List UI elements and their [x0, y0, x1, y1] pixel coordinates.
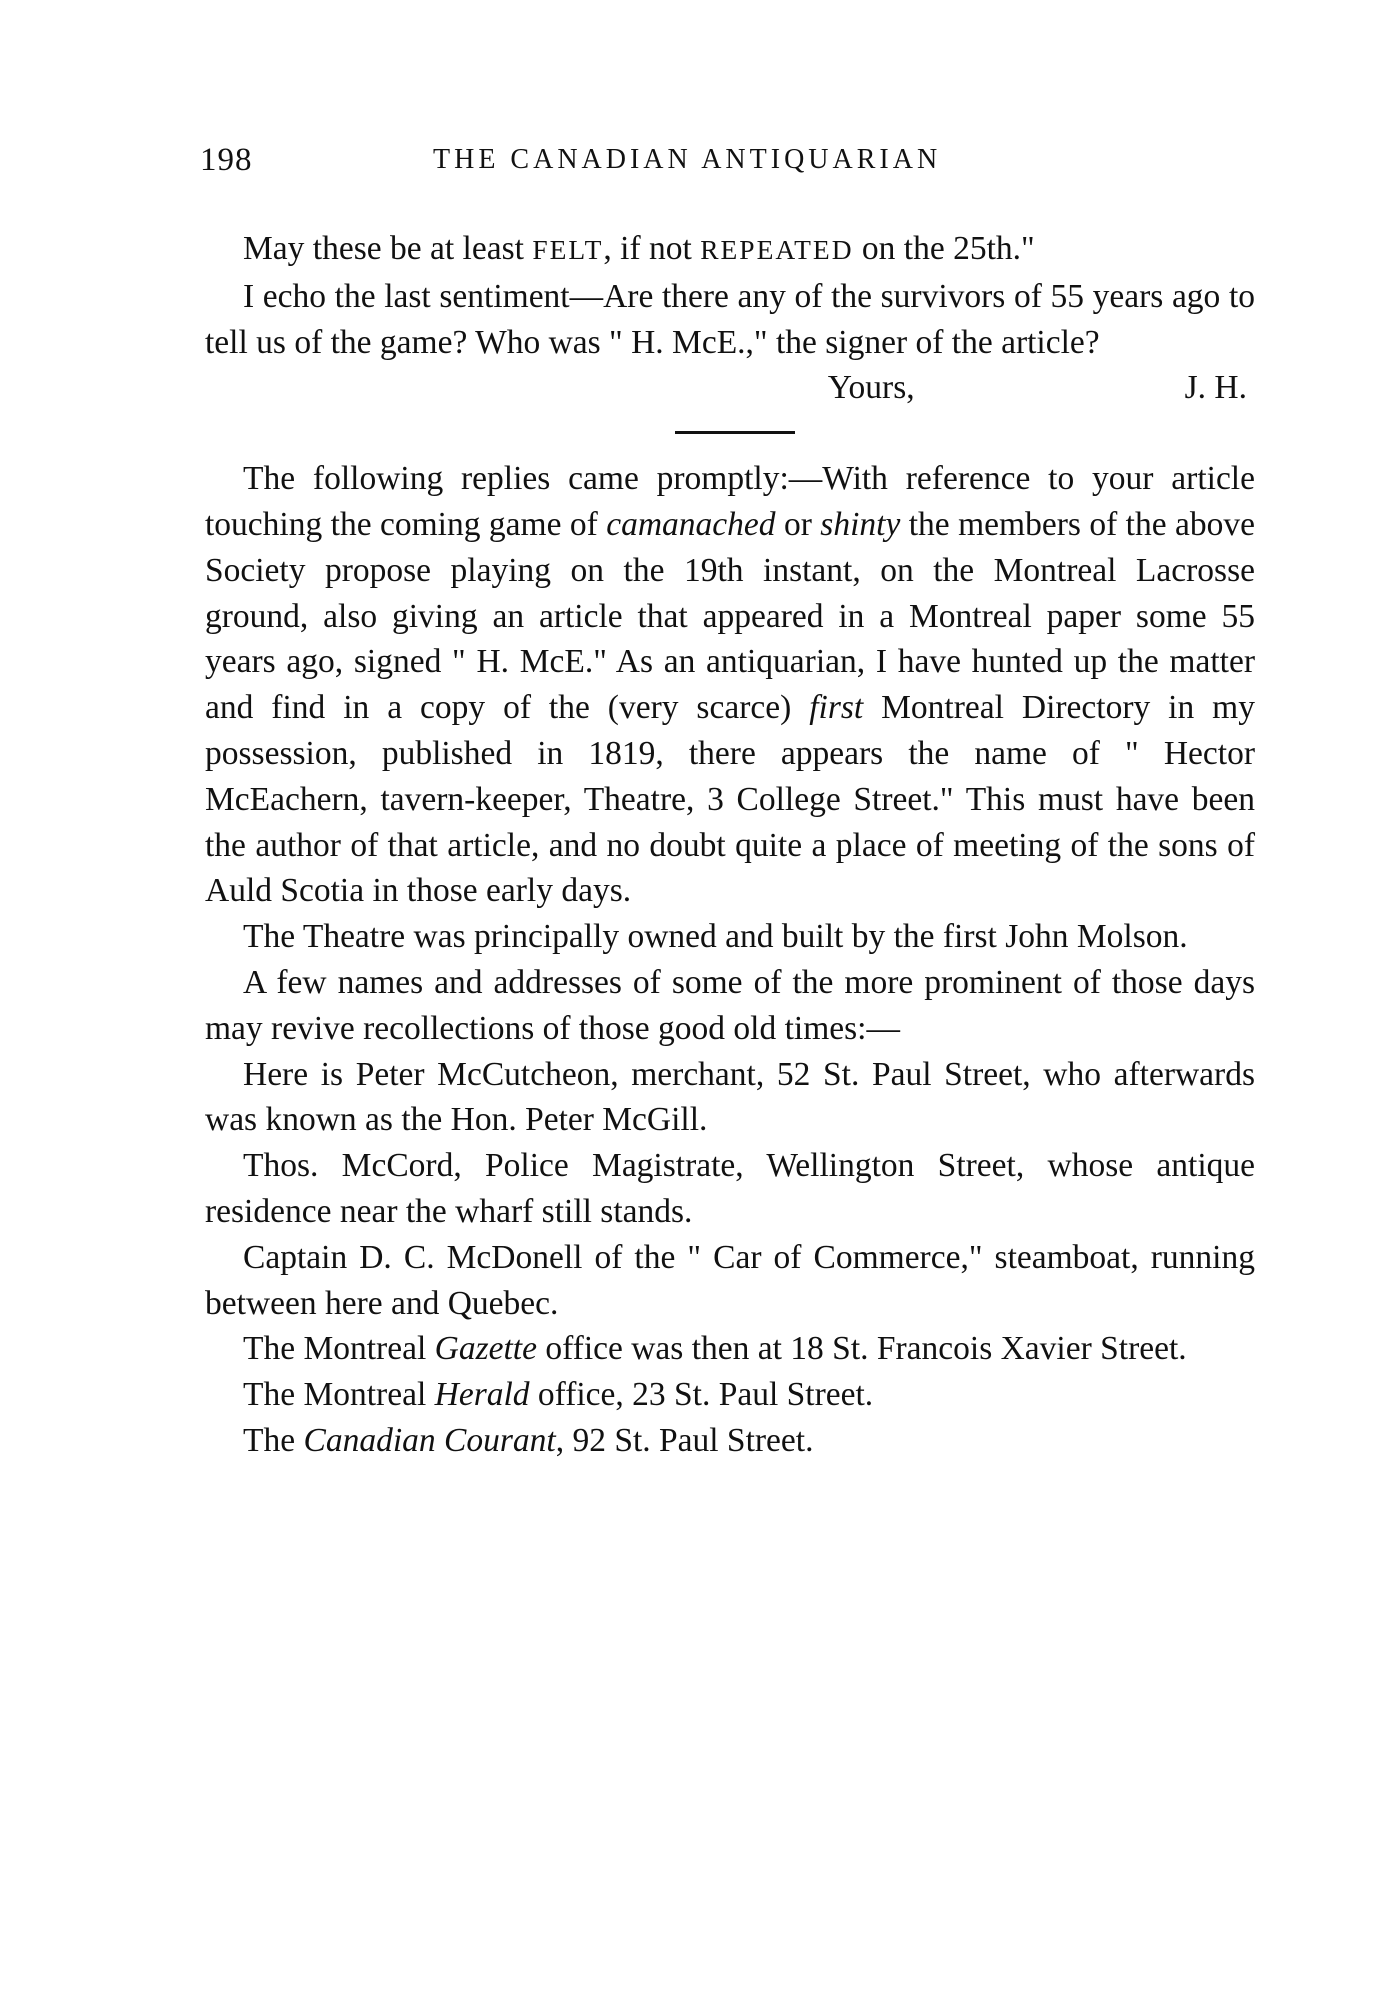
letter-paragraph: I echo the last sentiment—Are there any of the survivors of 55 years ago to tell us of the game? Who was " H. McE.," the signer of the article? [205, 277, 1255, 361]
section-divider [675, 431, 795, 434]
text-run: the members of the above Society propose playing on the 19th instant, on the Montreal Lacrosse ground, also giving an article that appeared in a Montreal paper some 55 years ago, signed " H. McE." As an antiquarian, I have hunted up the matter and find in a copy of the (very scarce) [205, 505, 1255, 727]
closing: Yours, [827, 369, 915, 407]
text-run: May these be at least [243, 230, 533, 267]
italic-title-courant: Canadian Courant [303, 1421, 556, 1459]
text-run: The Montreal [243, 1376, 435, 1414]
body-text [205, 226, 1255, 1464]
text-run: , if not [603, 230, 701, 267]
text-run: The Montreal [243, 1330, 435, 1368]
text-run: , 92 St. Paul Street. [555, 1421, 814, 1459]
text-run: The following replies came promptly:—With reference to your article touching the coming game of [205, 460, 1255, 543]
text-run: or [775, 505, 821, 543]
running-head [200, 142, 1260, 192]
text-run: on the 25th." [853, 230, 1035, 267]
reply-paragraph: Thos. McCord, Police Magistrate, Wellington Street, whose antique residence near the wharf still stands. [205, 1147, 1255, 1230]
small-caps-felt: FELT [532, 235, 604, 265]
italic-title-herald: Herald [434, 1376, 530, 1414]
text-run: The [243, 1421, 304, 1459]
reply-paragraph [205, 1418, 1255, 1464]
reply-paragraph: The Theatre was principally owned and built by the first John Molson. [243, 918, 1188, 956]
text-run: office was then at 18 St. Francois Xavier Street. [536, 1330, 1187, 1368]
letter-paragraph [205, 226, 1255, 274]
signature-line [205, 365, 1255, 411]
page-number: 198 [200, 142, 253, 178]
italic-title-gazette: Gazette [434, 1330, 537, 1368]
italic-term-camanached: camanached [606, 505, 776, 543]
reply-paragraph [205, 1372, 1255, 1418]
small-caps-repeated: REPEATED [700, 235, 854, 265]
signature-initials: J. H. [1184, 369, 1247, 407]
italic-word-first: first [809, 689, 864, 727]
reply-paragraph: Here is Peter McCutcheon, merchant, 52 St. Paul Street, who afterwards was known as the Hon. Peter McGill. [205, 1055, 1255, 1139]
text-run: Montreal Directory in my possession, published in 1819, there appears the name of " Hector McEachern, tavern-keeper, Theatre, 3 College Street." This must have been the author of that article, and no doubt quite a place of meeting of the sons of Auld Scotia in those early days. [205, 689, 1255, 910]
journal-title: THE CANADIAN ANTIQUARIAN [433, 144, 942, 175]
italic-term-shinty: shinty [820, 505, 901, 543]
reply-paragraph: Captain D. C. McDonell of the " Car of Commerce," steamboat, running between here and Quebec. [205, 1238, 1255, 1322]
reply-paragraph: A few names and addresses of some of the more prominent of those days may revive recollections of those good old times:— [205, 963, 1255, 1047]
reply-paragraph [205, 456, 1255, 914]
text-run: office, 23 St. Paul Street. [529, 1376, 874, 1414]
reply-paragraph [205, 1326, 1255, 1372]
